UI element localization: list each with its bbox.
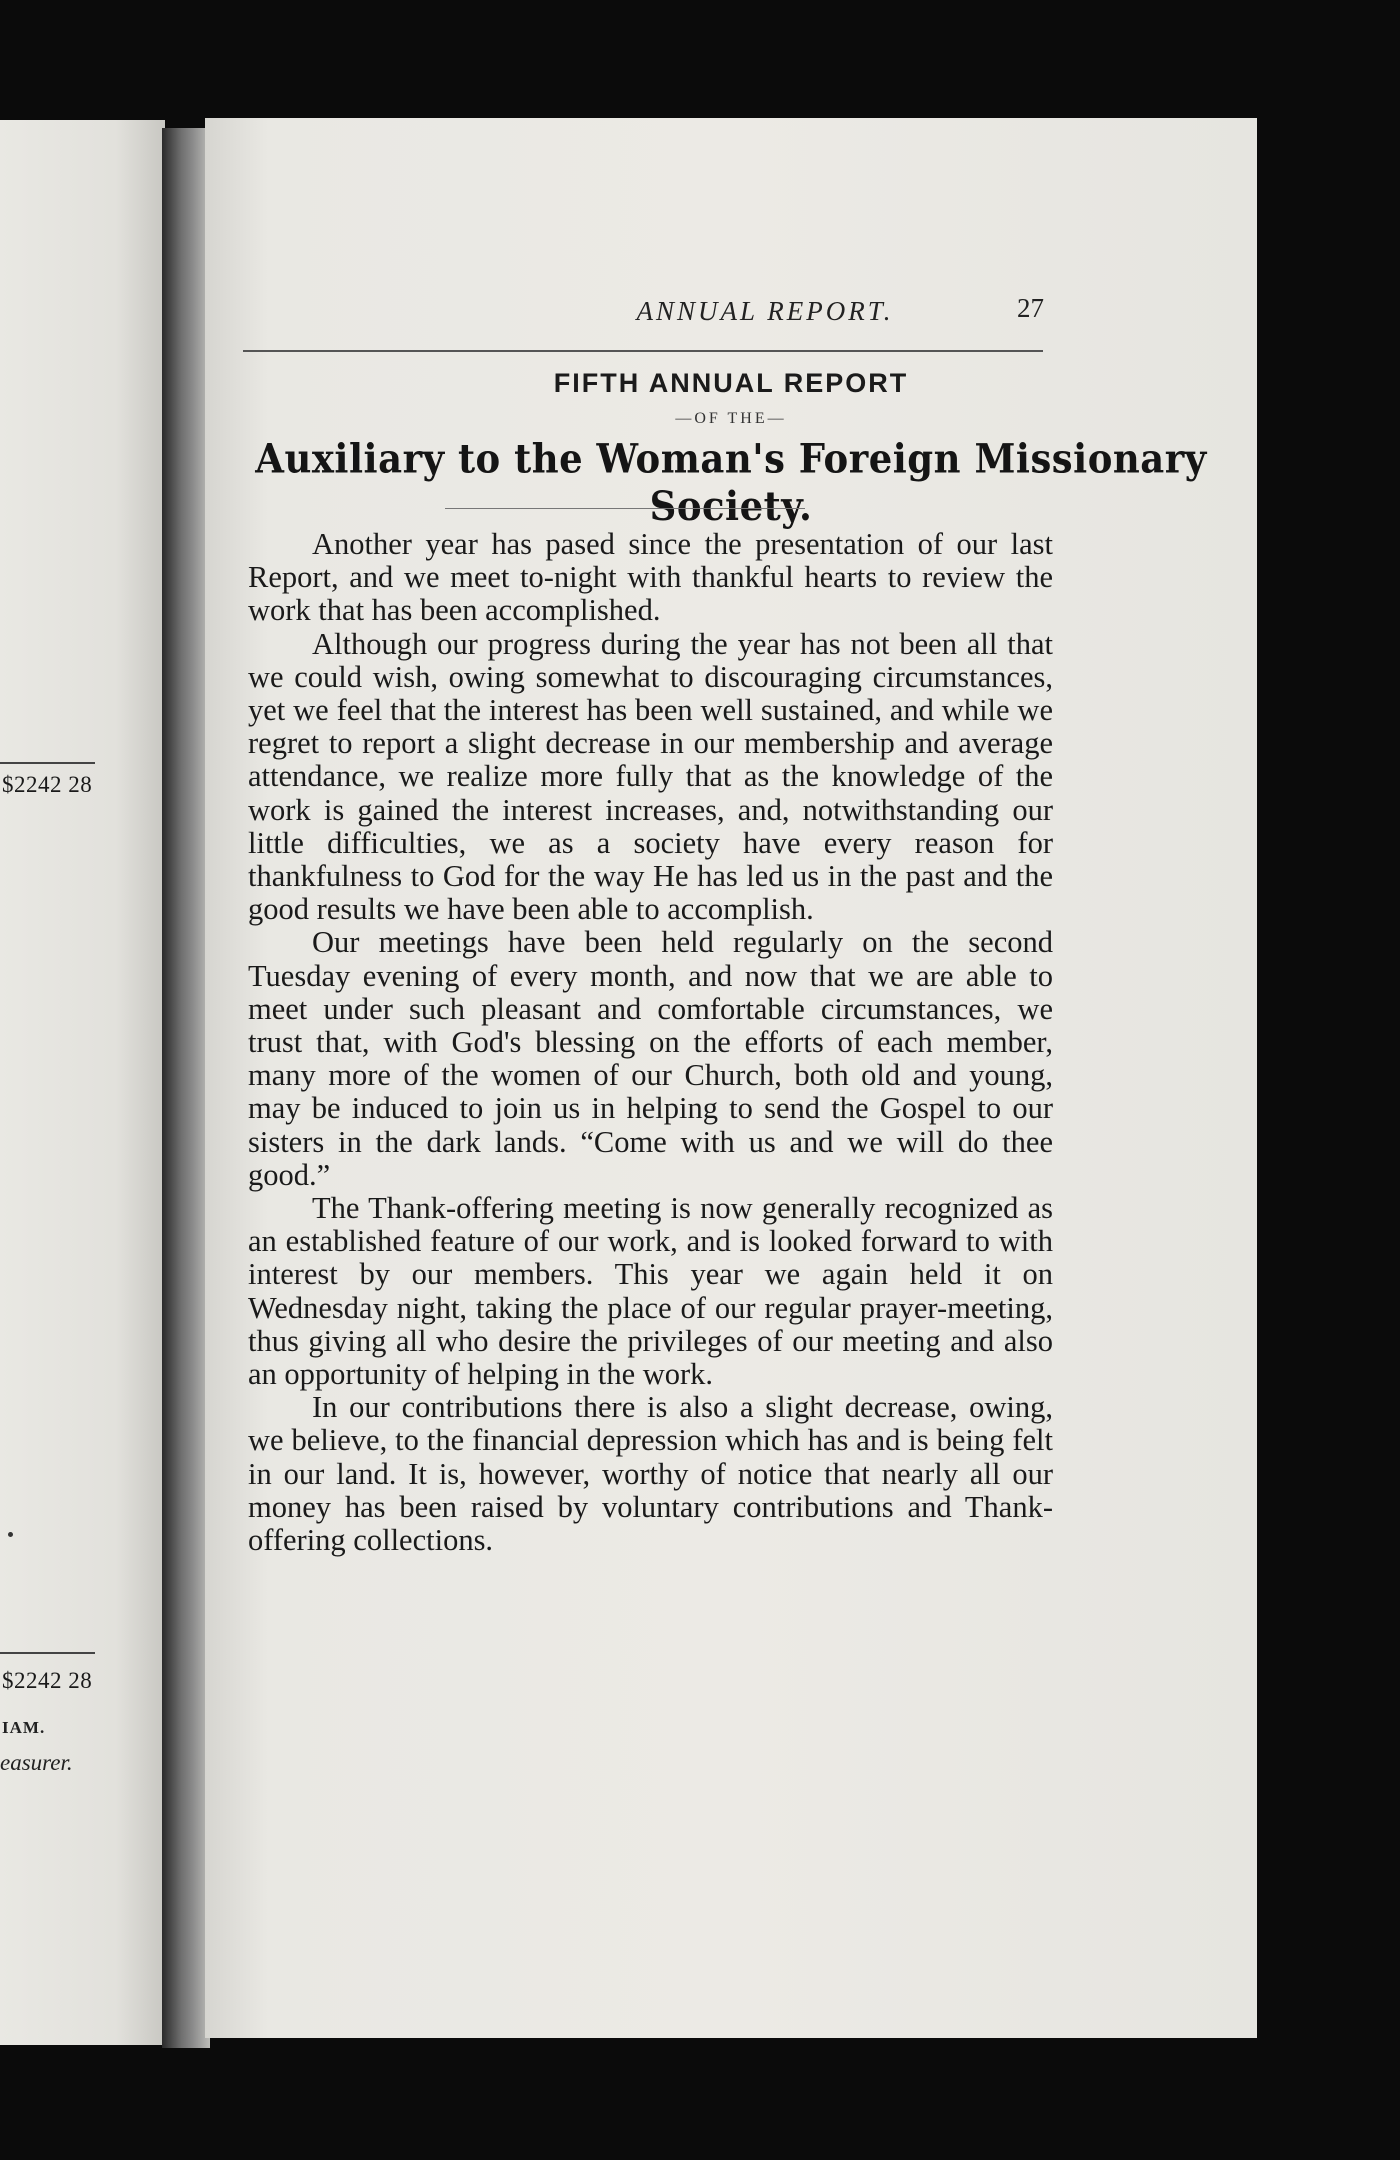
title-rule	[445, 508, 805, 509]
book-gutter	[162, 128, 210, 2048]
main-page	[205, 118, 1257, 2038]
running-head: ANNUAL REPORT.	[636, 296, 894, 326]
paragraph: The Thank-offering meeting is now generally recognized as an established feature of our work, and is looked forward to with interest by our members. This year we again held it on Wednesday night, taking the place of our regular prayer-meeting, thus giving all who desire the privileges of our meeting and also an opportunity of helping in the work.	[248, 1191, 1053, 1392]
left-amount-bottom: $2242 28	[2, 1668, 93, 1693]
left-sum-rule-bottom	[0, 1652, 95, 1654]
left-amount-top: $2242 28	[2, 772, 93, 797]
left-sum-rule-top	[0, 762, 95, 764]
of-the-line: —OF THE—	[675, 410, 787, 427]
header-rule	[243, 350, 1043, 352]
page-number: 27	[1017, 293, 1044, 323]
left-signature-name: IAM.	[2, 1718, 46, 1737]
paragraph: Another year has pased since the presentation of our last Report, and we meet to-night with thankful hearts to review the work that has been accomplished.	[248, 527, 1053, 628]
paragraph: Although our progress during the year has not been all that we could wish, owing somewhat to discouraging circumstances, yet we feel that the interest has been well sustained, and while we regret to report a slight decrease in our membership and average attendance, we realize more fully that as the knowledge of the work is gained the interest increases, and, notwithstanding our little difficulties, we as a society have every reason for thankfulness to God for the way He has led us in the past and the good results we have been able to accomplish.	[248, 626, 1053, 927]
society-name: Auxiliary to the Woman's Foreign Missionary Society.	[255, 434, 1207, 530]
left-signature-title: easurer.	[0, 1750, 73, 1775]
left-page	[0, 120, 165, 2045]
report-body	[248, 528, 1053, 1557]
paragraph: In our contributions there is also a slight decrease, owing, we believe, to the financial depression which has and is being felt in our land. It is, however, worthy of notice that nearly all our money has been raised by voluntary contributions and Thank-offering collections.	[248, 1390, 1053, 1558]
left-dot	[8, 1532, 13, 1537]
report-title: FIFTH ANNUAL REPORT	[553, 368, 909, 398]
paragraph: Our meetings have been held regularly on the second Tuesday evening of every month, and now that we are able to meet under such pleasant and comfortable circumstances, we trust that, with God's blessing on the efforts of each member, many more of the women of our Church, both old and young, may be induced to join us in helping to send the Gospel to our sisters in the dark lands. “Come with us and we will do thee good.”	[248, 925, 1053, 1192]
